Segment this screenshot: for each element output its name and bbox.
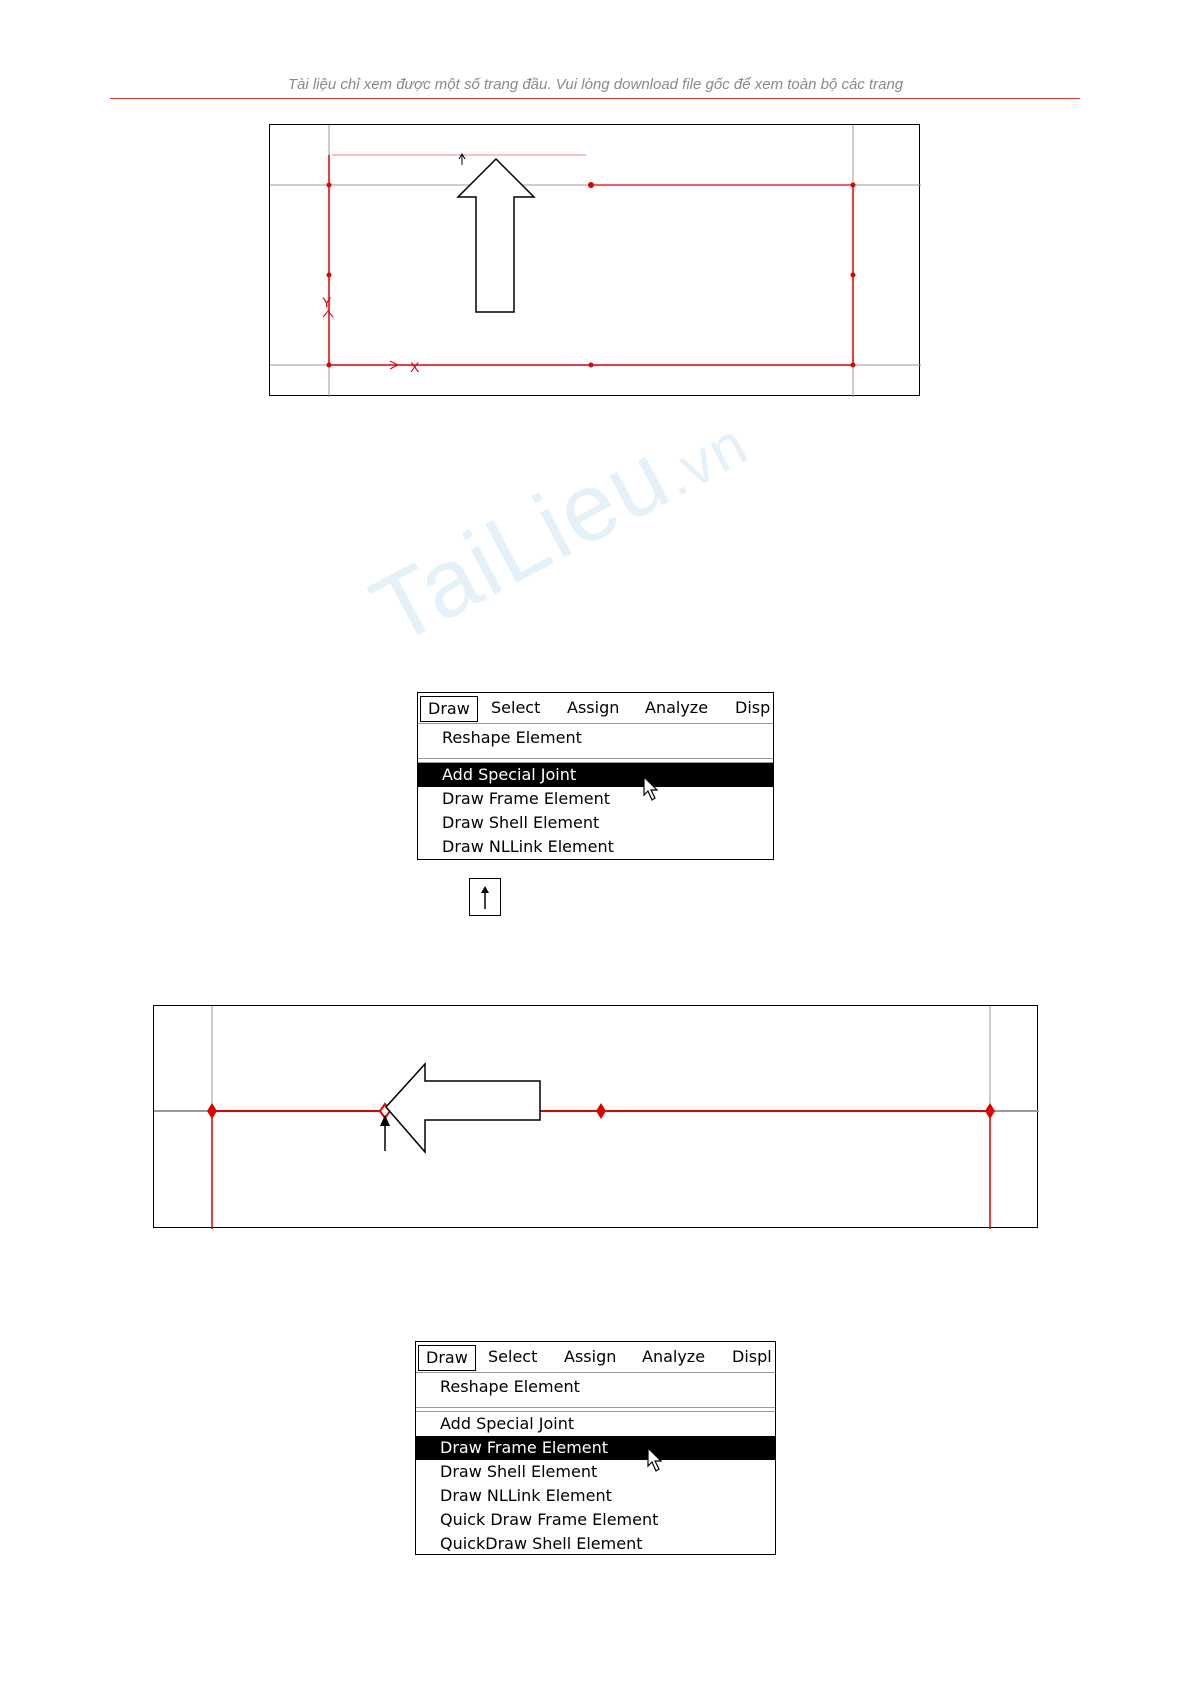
menu-assign[interactable]: Assign — [564, 1347, 617, 1366]
menu-item-draw-frame-element[interactable]: Draw Frame Element — [442, 789, 611, 808]
menu-select[interactable]: Select — [491, 698, 541, 717]
y-axis-label: Y — [322, 294, 332, 310]
frame-view-figure-2 — [153, 1005, 1038, 1228]
joint — [207, 1103, 217, 1119]
joint — [327, 183, 332, 188]
menu-draw[interactable]: Draw — [418, 1345, 476, 1371]
joint — [588, 182, 594, 188]
x-axis-label: X — [410, 359, 420, 375]
frame-view-figure-1 — [269, 124, 920, 396]
menu-item-quickdraw-shell-element[interactable]: QuickDraw Shell Element — [440, 1534, 643, 1553]
menu-analyze[interactable]: Analyze — [645, 698, 709, 717]
menu-assign[interactable]: Assign — [567, 698, 620, 717]
menu-gap — [418, 750, 773, 758]
up-arrow-icon — [470, 879, 500, 915]
menu-draw[interactable]: Draw — [420, 696, 478, 722]
header-divider — [110, 98, 1080, 99]
menubar — [418, 693, 773, 723]
menu-item-draw-frame-element[interactable]: Draw Frame Element — [416, 1436, 775, 1460]
joint — [985, 1103, 995, 1119]
menu-item-draw-shell-element[interactable]: Draw Shell Element — [440, 1462, 598, 1481]
menubar — [416, 1342, 775, 1372]
joint — [851, 183, 856, 188]
y-axis-arrow-icon — [323, 311, 333, 317]
menu-item-reshape-element[interactable]: Reshape Element — [442, 728, 582, 747]
mouse-pointer-icon — [643, 776, 661, 802]
menu-item-quick-draw-frame-element[interactable]: Quick Draw Frame Element — [440, 1510, 659, 1529]
menu-display[interactable]: Displ — [732, 1347, 772, 1366]
menu-item-add-special-joint[interactable]: Add Special Joint — [418, 763, 773, 787]
menu-display[interactable]: Disp — [735, 698, 771, 717]
joint — [596, 1103, 606, 1119]
joint — [327, 363, 332, 368]
frame-canvas-1 — [270, 125, 921, 397]
hollow-left-arrow-icon — [386, 1064, 540, 1152]
up-arrow-tool-button[interactable] — [469, 878, 501, 916]
joint — [589, 363, 594, 368]
menu-analyze[interactable]: Analyze — [642, 1347, 706, 1366]
menu-item-draw-nllink-element[interactable]: Draw NLLink Element — [440, 1486, 612, 1505]
watermark-suffix: .vn — [651, 409, 759, 509]
mouse-pointer-icon — [647, 1447, 665, 1473]
watermark-text: TaiLieu — [355, 421, 687, 666]
menu-item-draw-nllink-element[interactable]: Draw NLLink Element — [442, 837, 614, 856]
menu-gap — [416, 1399, 775, 1407]
header-note: Tài liệu chỉ xem được một số trang đầu. Vui lòng download file gốc để xem toàn bộ các trang — [287, 76, 904, 93]
menu-select[interactable]: Select — [488, 1347, 538, 1366]
watermark-logo — [355, 380, 764, 667]
draw-menu-1 — [417, 692, 774, 860]
joint — [851, 273, 856, 278]
hollow-up-arrow-icon — [458, 159, 534, 312]
joint — [851, 363, 856, 368]
frame-canvas-2 — [154, 1006, 1039, 1229]
menu-item-add-special-joint[interactable]: Add Special Joint — [440, 1414, 575, 1433]
menu-item-reshape-element[interactable]: Reshape Element — [440, 1377, 580, 1396]
draw-menu-2 — [415, 1341, 776, 1555]
menu-item-draw-shell-element[interactable]: Draw Shell Element — [442, 813, 600, 832]
joint — [327, 273, 332, 278]
